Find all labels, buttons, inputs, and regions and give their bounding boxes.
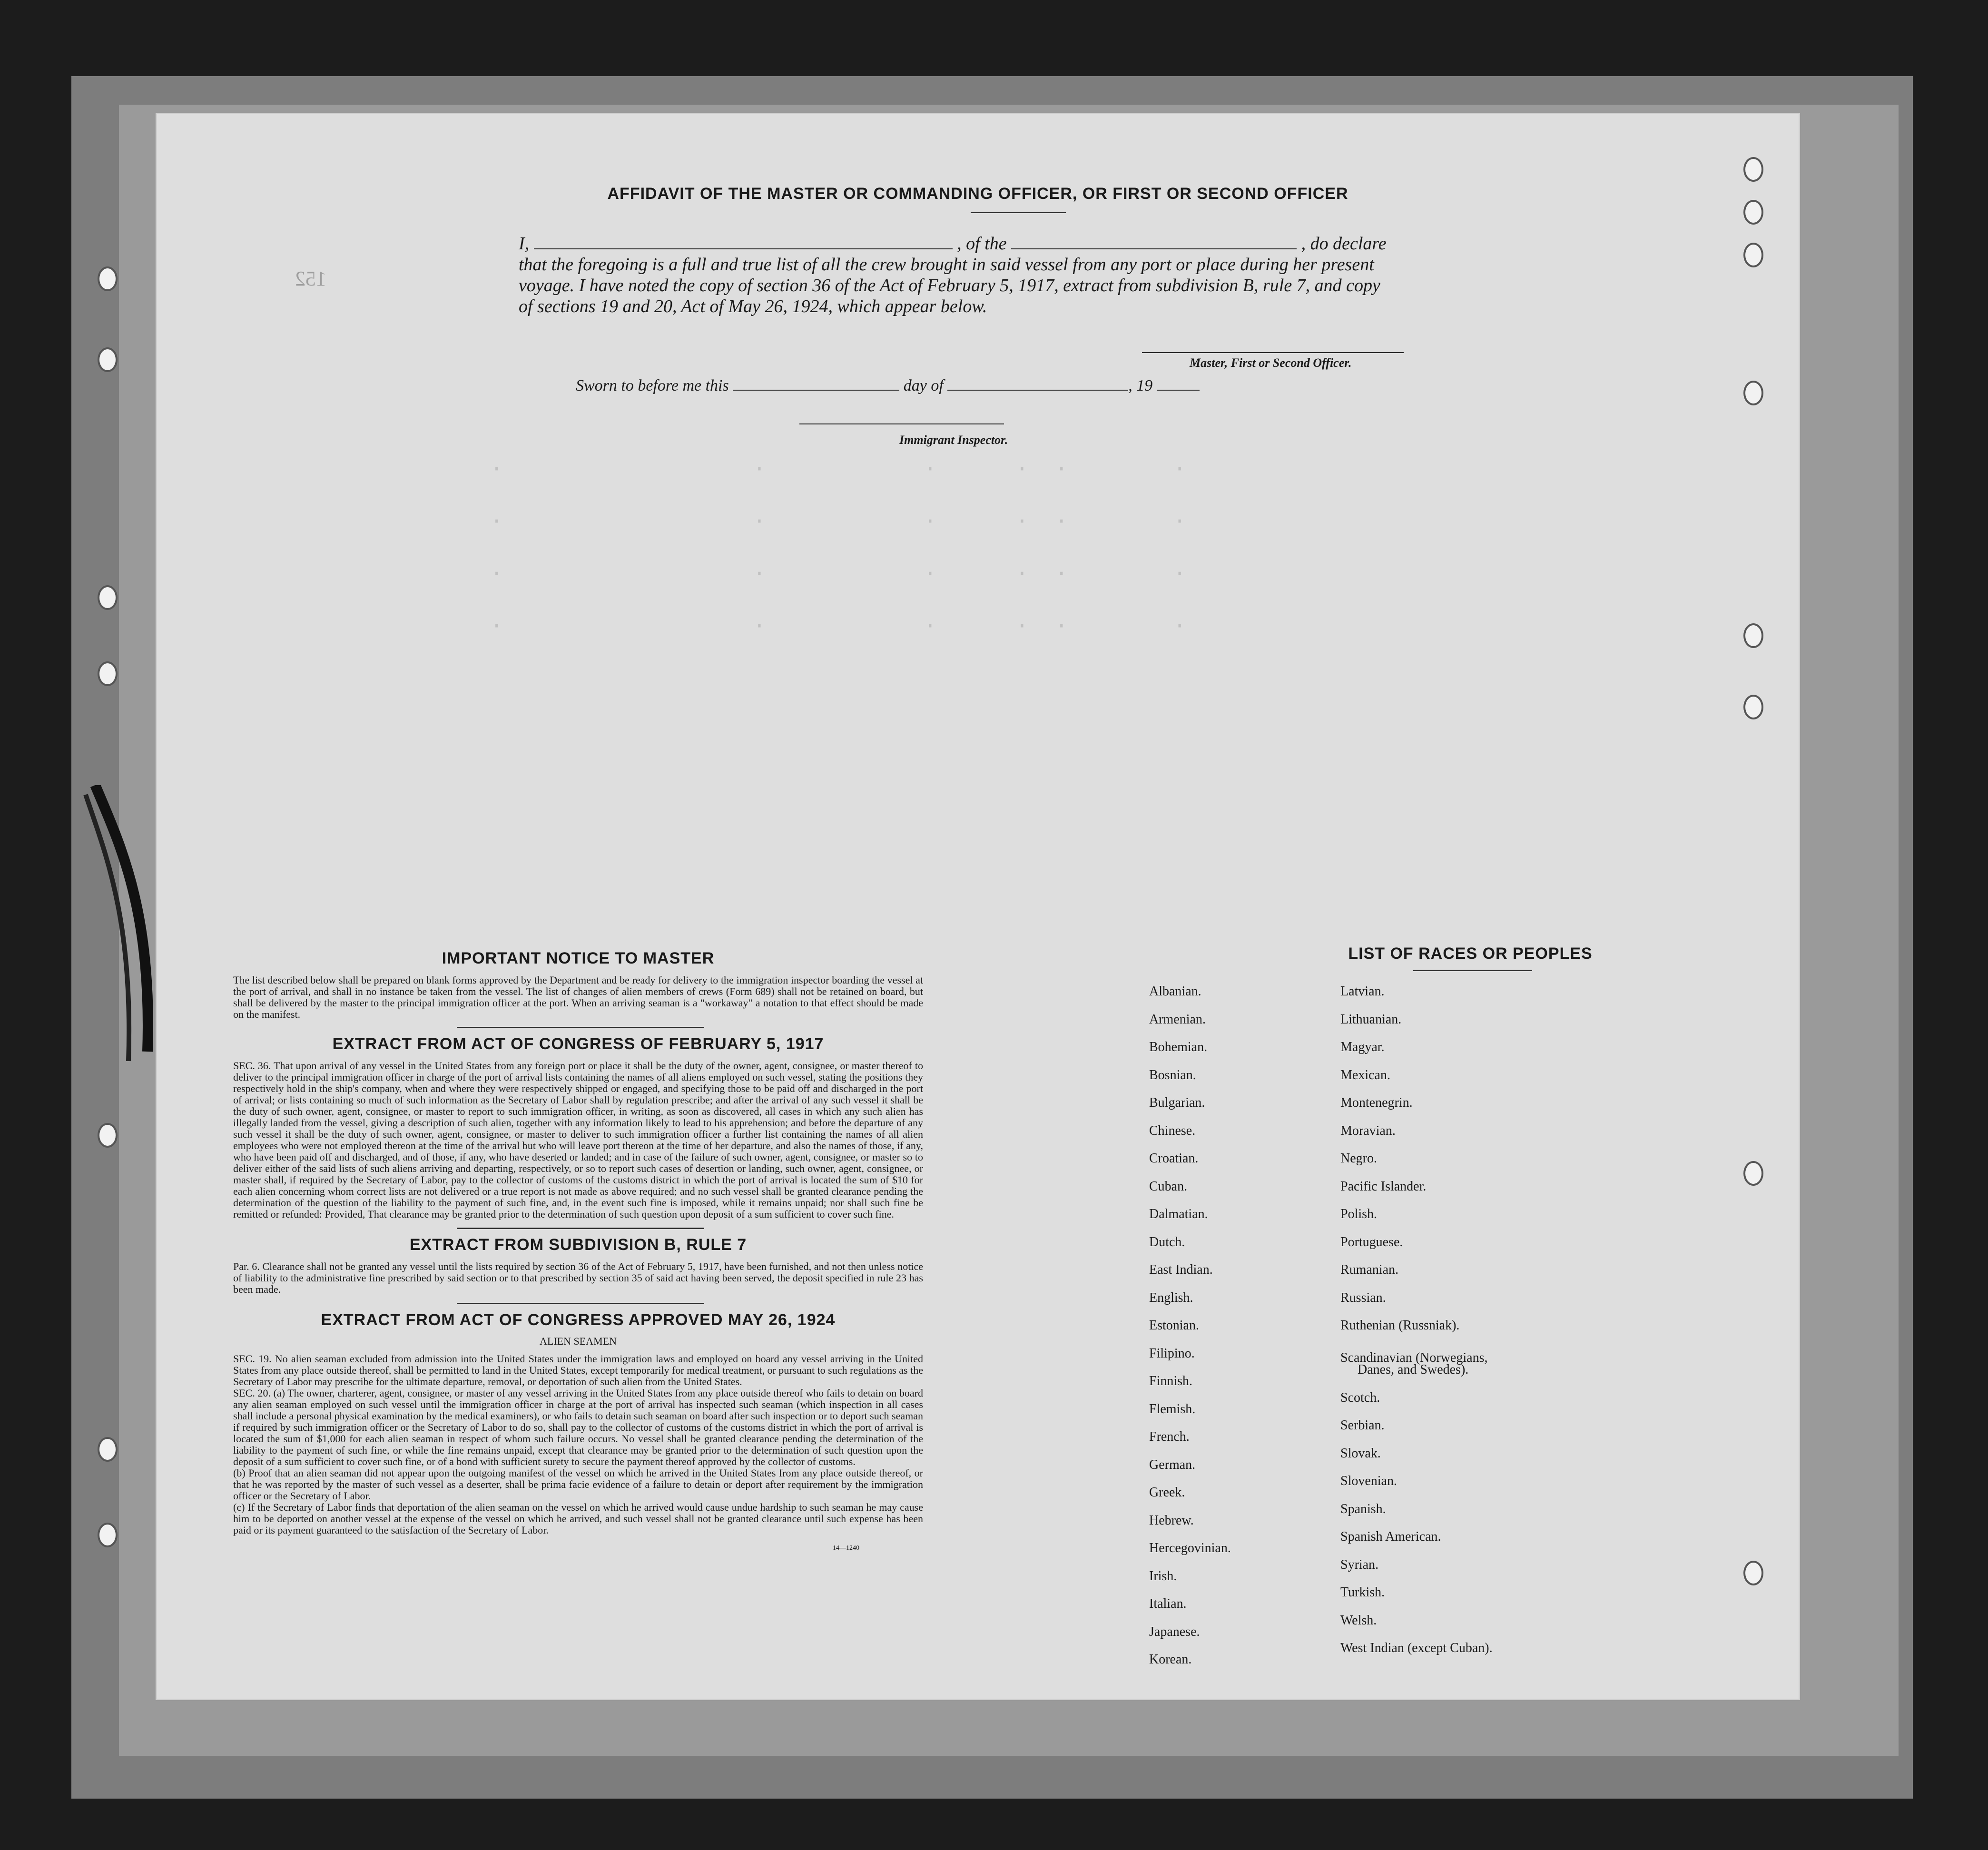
- race-item: Albanian.: [1149, 984, 1201, 999]
- race-item: Finnish.: [1149, 1374, 1193, 1388]
- sworn-year-field[interactable]: [1157, 390, 1200, 391]
- binder-hole: [1743, 243, 1763, 267]
- binder-hole: [98, 347, 118, 372]
- rule7-text: Par. 6. Clearance shall not be granted any vessel until the lists required by section 36 of the Act of February 5, 1917, have been furnished, and not then unless notice of liability to the administrative fine prescribed by said section or to that prescribed by section 35 of said act having been served, the deposit specified in rule 23 has been made.: [233, 1260, 923, 1295]
- race-item: Mexican.: [1340, 1067, 1390, 1082]
- race-item: Pacific Islander.: [1340, 1179, 1427, 1194]
- left-column: [233, 949, 923, 1552]
- race-item: Portuguese.: [1340, 1234, 1403, 1250]
- race-item: Danes, and Swedes).: [1358, 1362, 1469, 1377]
- affidavit-line4: of sections 19 and 20, Act of May 26, 1924, which appear below.: [519, 296, 987, 316]
- race-item: Bosnian.: [1149, 1067, 1196, 1082]
- declarant-name-field[interactable]: [534, 248, 953, 249]
- race-item: Irish.: [1149, 1568, 1177, 1584]
- section-divider: [457, 1027, 704, 1028]
- bleed-through-row: · · · · · ·: [490, 509, 1187, 534]
- race-item: German.: [1149, 1457, 1196, 1472]
- race-item: Spanish.: [1340, 1501, 1386, 1516]
- affidavit-of-label: , of the: [957, 234, 1007, 254]
- inspector-signature-line[interactable]: [799, 423, 1004, 424]
- act1924-sec20a: SEC. 20. (a) The owner, charterer, agent, consignee, or master of any vessel arriving in the United States from any place outside thereof who fails to detain on board any alien seaman employed on such vessel until the immigration officer in charge at the port of arrival has inspected such seaman (which inspection in all cases shall include a personal physical examination by the medical examiners), or who fails to detain such seaman on board after such inspection or to deport such seaman if required by such immigration officer or the Secretary of Labor to do so, shall pay to the collector of customs of the customs district in which the port of arrival is located the sum of $1,000 for each alien seaman in respect of whom such failure occurs. No vessel shall be granted clearance pending the determination of the liability to the payment of such fine, or while the fine remains unpaid, except that clearance may be granted prior to the determination of such question upon the deposit of a sum sufficient to cover such fine, or of a bond with sufficient surety to secure the payment thereof approved by the collector of customs.: [233, 1387, 923, 1467]
- act1924-sec20c: (c) If the Secretary of Labor finds that deportation of the alien seaman on the vessel on which he arrived would cause undue hardship to such seaman he may cause him to be deported on another vessel at the expense of the vessel on which he arrived, and such vessel shall not be granted clearance until such expense has been paid or its payment guaranteed to the satisfaction of the Secretary of Labor.: [233, 1501, 923, 1536]
- race-item: Greek.: [1149, 1485, 1185, 1500]
- race-item: Ruthenian (Russniak).: [1340, 1318, 1460, 1333]
- binder-hole: [1743, 1161, 1763, 1186]
- bleed-through-row: · · · · · ·: [490, 614, 1187, 639]
- binder-hole: [98, 266, 118, 291]
- race-item: French.: [1149, 1429, 1190, 1444]
- race-item: Montenegrin.: [1340, 1095, 1413, 1110]
- race-item: Syrian.: [1340, 1557, 1379, 1572]
- binder-hole: [1743, 157, 1763, 182]
- race-item: Slovak.: [1340, 1446, 1381, 1461]
- race-item: West Indian (except Cuban).: [1340, 1641, 1493, 1655]
- race-item: Estonian.: [1149, 1318, 1199, 1333]
- race-item: English.: [1149, 1290, 1193, 1305]
- vessel-name-field[interactable]: [1011, 248, 1297, 249]
- race-item: Italian.: [1149, 1596, 1187, 1611]
- race-item: Croatian.: [1149, 1151, 1199, 1166]
- act1924-sec19: SEC. 19. No alien seaman excluded from admission into the United States under the immigration laws and employed on board any vessel arriving in the United States from any place outside thereof, shall be permitted to land in the United States, except temporarily for medical treatment, or pursuant to such regulations as the Secretary of Labor may prescribe for the ultimate departure, removal, or deportation of such alien from the United States.: [233, 1353, 923, 1388]
- race-item: Bohemian.: [1149, 1040, 1208, 1054]
- sworn-label: Sworn to before me this: [576, 377, 729, 394]
- binder-hole: [98, 1523, 118, 1547]
- race-item: Latvian.: [1340, 984, 1385, 999]
- race-item: Scandinavian (Norwegians,: [1340, 1350, 1488, 1365]
- race-item: Bulgarian.: [1149, 1095, 1205, 1110]
- year-prefix-label: , 19: [1128, 377, 1153, 394]
- inspector-label: Immigrant Inspector.: [899, 433, 1008, 447]
- race-item: Armenian.: [1149, 1012, 1206, 1027]
- section-divider: [457, 1228, 704, 1229]
- race-item: Hercegovinian.: [1149, 1541, 1231, 1555]
- race-item: Turkish.: [1340, 1585, 1385, 1600]
- race-item: Spanish American.: [1340, 1529, 1441, 1544]
- race-item: Cuban.: [1149, 1179, 1188, 1194]
- document-page: [157, 114, 1799, 1699]
- rule7-title: EXTRACT FROM SUBDIVISION B, RULE 7: [409, 1236, 747, 1254]
- affidavit-line1: [519, 233, 1470, 254]
- binder-hole: [98, 1437, 118, 1462]
- act1924-sec20b: (b) Proof that an alien seaman did not appear upon the outgoing manifest of the vessel on which he arrived in the United States from any place outside thereof, or that he was reported by the master of such vessel as a deserter, shall be prima facie evidence of a failure to detain or deport after requirement by the immigration officer or the Secretary of Labor.: [233, 1467, 923, 1502]
- binding-ribbon: [76, 785, 171, 1071]
- binder-hole: [1743, 695, 1763, 719]
- affidavit-line3: voyage. I have noted the copy of section 36 of the Act of February 5, 1917, extract from subdivision B, rule 7, and copy: [519, 276, 1380, 295]
- act1924-subtitle: ALIEN SEAMEN: [540, 1335, 617, 1347]
- race-item: Slovenian.: [1340, 1474, 1397, 1488]
- race-item: Flemish.: [1149, 1401, 1196, 1417]
- races-title: LIST OF RACES OR PEOPLES: [1348, 945, 1593, 963]
- notice-title: IMPORTANT NOTICE TO MASTER: [442, 949, 715, 967]
- race-item: Welsh.: [1340, 1613, 1377, 1628]
- sworn-line: [576, 377, 1200, 395]
- affidavit-body: [519, 233, 1470, 317]
- bleed-through-row: · · · · · ·: [490, 457, 1187, 482]
- affidavit-line2: that the foregoing is a full and true list of all the crew brought in said vessel from any port or place during her present: [519, 255, 1374, 275]
- affidavit-declare-label: , do declare: [1301, 234, 1387, 254]
- race-item: Hebrew.: [1149, 1513, 1194, 1528]
- master-signature-line[interactable]: [1142, 352, 1404, 353]
- race-item: Filipino.: [1149, 1346, 1195, 1361]
- race-item: Serbian.: [1340, 1418, 1385, 1433]
- race-item: Dutch.: [1149, 1234, 1185, 1250]
- race-item: Russian.: [1340, 1290, 1386, 1305]
- race-item: Negro.: [1340, 1151, 1377, 1166]
- form-number: 14—1240: [833, 1545, 859, 1552]
- race-item: Magyar.: [1340, 1040, 1385, 1054]
- race-item: Rumanian.: [1340, 1262, 1399, 1277]
- race-item: Japanese.: [1149, 1624, 1200, 1639]
- section-divider: [457, 1303, 704, 1304]
- act1917-title: EXTRACT FROM ACT OF CONGRESS OF FEBRUARY 5, 1917: [332, 1035, 824, 1053]
- binder-hole: [98, 661, 118, 686]
- title-underline: [971, 212, 1066, 213]
- race-item: Polish.: [1340, 1207, 1378, 1221]
- binder-hole: [98, 1123, 118, 1148]
- binder-hole: [98, 585, 118, 610]
- races-title-underline: [1413, 970, 1532, 971]
- race-item: Korean.: [1149, 1652, 1192, 1667]
- notice-text: The list described below shall be prepared on blank forms approved by the Department and be ready for delivery to the immigration inspector boarding the vessel at the port of arrival, and shall in no instance be taken from the vessel. The list of changes of alien members of crews (Form 689) shall not be retained on board, but shall be delivered by the master to the principal immigration officer at the port. When an arriving seaman is a "workaway" a notation to that effect should be made on the manifest.: [233, 974, 923, 1020]
- races-left-column: [1149, 978, 1231, 1674]
- act1924-title: EXTRACT FROM ACT OF CONGRESS APPROVED MAY 26, 1924: [321, 1311, 836, 1329]
- master-signature-label: Master, First or Second Officer.: [1190, 356, 1352, 370]
- race-item: Scotch.: [1340, 1390, 1380, 1405]
- affidavit-title: AFFIDAVIT OF THE MASTER OR COMMANDING OFFICER, OR FIRST OR SECOND OFFICER: [607, 185, 1348, 203]
- affidavit-i-label: I,: [519, 234, 530, 254]
- binder-hole: [1743, 623, 1763, 648]
- race-item: Dalmatian.: [1149, 1207, 1208, 1221]
- race-item: Moravian.: [1340, 1123, 1396, 1138]
- race-item: Chinese.: [1149, 1123, 1196, 1138]
- bleed-through-row: · · · · · ·: [490, 561, 1187, 586]
- sworn-month-field[interactable]: [947, 390, 1128, 391]
- sworn-day-field[interactable]: [733, 390, 899, 391]
- binder-hole: [1743, 200, 1763, 225]
- day-of-label: day of: [903, 377, 944, 394]
- race-item: East Indian.: [1149, 1262, 1213, 1277]
- binder-hole: [1743, 381, 1763, 405]
- races-right-column: [1340, 978, 1493, 1663]
- binder-hole: [1743, 1561, 1763, 1585]
- page-number: 152: [295, 267, 326, 290]
- act1917-text: SEC. 36. That upon arrival of any vessel in the United States from any foreign port or place it shall be the duty of the owner, agent, consignee, or master thereof to deliver to the principal immigration officer in charge of the port of arrival lists containing the names of all aliens employed on such vessel, stating the positions they respectively hold in the ship's company, when and where they were respectively shipped or engaged, and specifying those to be paid off and discharged in the port of arrival; or lists containing so much of such information as the Secretary of Labor shall by regulation prescribe; and after the arrival of any such vessel it shall be the duty of such owner, agent, consignee, or master to report to such immigration officer, in writing, as soon as discovered, all cases in which any such alien has illegally landed from the vessel, giving a description of such alien, together with any information likely to lead to his apprehension; and before the departure of any such vessel it shall be the duty of such owner, agent, consignee, or master to deliver to such immigration officer a further list containing the names of all alien employees who were not employed thereon at the time of the arrival but who will leave port thereon at the time of her departure, and also the names of those, if any, who have been paid off and discharged, and of those, if any, who have deserted or landed; and in case of the failure of such owner, agent, consignee, or master so to deliver either of the said lists of such aliens arriving and departing, respectively, or so to report such cases of desertion or landing, such owner, agent, consignee, or master shall, if required by the Secretary of Labor, pay to the collector of customs of the customs district in which the port of arrival is located the sum of $10 for each alien concerning whom correct lists are not delivered or a true report is not made as above required; and no such vessel shall be granted clearance pending the determination of the question of the liability to the payment of such fine, and, in the event such fine is imposed, while it remains unpaid; nor shall such fine be remitted or refunded: Provided, That clearance may be granted prior to the determination of such question upon deposit of a sum sufficient to cover such fine.: [233, 1060, 923, 1220]
- race-item: Lithuanian.: [1340, 1012, 1402, 1027]
